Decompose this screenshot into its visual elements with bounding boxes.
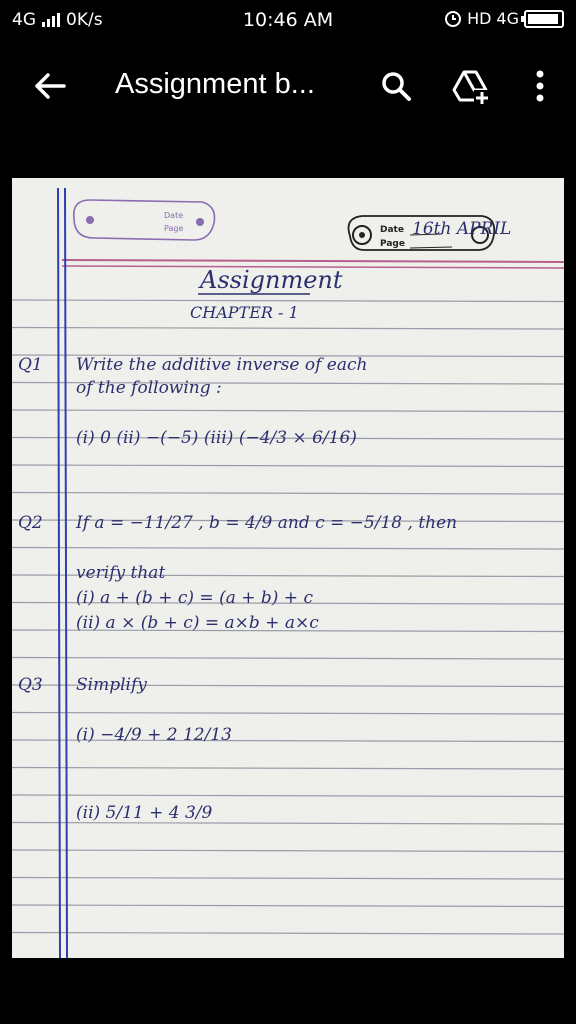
back-button[interactable]: [26, 62, 74, 110]
network-type: 4G: [12, 10, 36, 30]
handwritten-line: If a = −11/27 , b = 4/9 and c = −5/18 , then: [76, 513, 458, 533]
status-bar: [0, 0, 576, 40]
search-button[interactable]: [372, 62, 420, 110]
status-time: 10:46 AM: [242, 9, 334, 31]
handwritten-line: (i) 0 (ii) −(−5) (iii) (−4/3 × 6/16): [76, 428, 357, 448]
left-stamp-page: Page: [164, 224, 184, 233]
notebook-page-image: [12, 178, 564, 958]
handwritten-heading: Assignment: [200, 266, 343, 294]
question-label: Q1: [18, 355, 43, 375]
handwritten-line: (ii) 5/11 + 4 3/9: [76, 803, 213, 823]
drive-add-icon: [446, 62, 494, 110]
handwritten-line: of the following :: [76, 378, 222, 398]
battery-icon: [524, 10, 564, 28]
handwritten-line: (i) −4/9 + 2 12/13: [76, 725, 232, 745]
network-speed: 0K/s: [66, 10, 103, 30]
question-label: Q2: [18, 513, 43, 533]
left-stamp-date: Date: [164, 211, 184, 220]
status-right: [444, 9, 564, 28]
handwritten-subheading: CHAPTER - 1: [190, 303, 299, 322]
handwritten-line: (ii) a × (b + c) = a×b + a×c: [76, 613, 319, 633]
question-label: Q3: [18, 675, 43, 695]
hd-label: HD: [467, 9, 492, 28]
back-arrow-icon: [26, 62, 74, 110]
handwritten-date: 16th APRIL: [412, 219, 512, 239]
add-to-drive-button[interactable]: [446, 62, 494, 110]
alarm-icon: [444, 10, 462, 28]
handwritten-line: Write the additive inverse of each: [76, 355, 368, 375]
document-page[interactable]: [12, 178, 564, 958]
right-stamp-page: Page: [380, 239, 405, 249]
app-bar: [0, 48, 576, 120]
more-vert-icon: [516, 62, 564, 110]
right-stamp-date: Date: [380, 225, 404, 235]
network-type-2: 4G: [496, 9, 519, 28]
more-options-button[interactable]: [516, 62, 564, 110]
handwritten-line: (i) a + (b + c) = (a + b) + c: [76, 588, 313, 608]
search-icon: [372, 62, 420, 110]
document-title: Assignment b...: [115, 68, 315, 100]
handwritten-line: Simplify: [76, 675, 147, 695]
handwritten-line: verify that: [76, 563, 166, 583]
